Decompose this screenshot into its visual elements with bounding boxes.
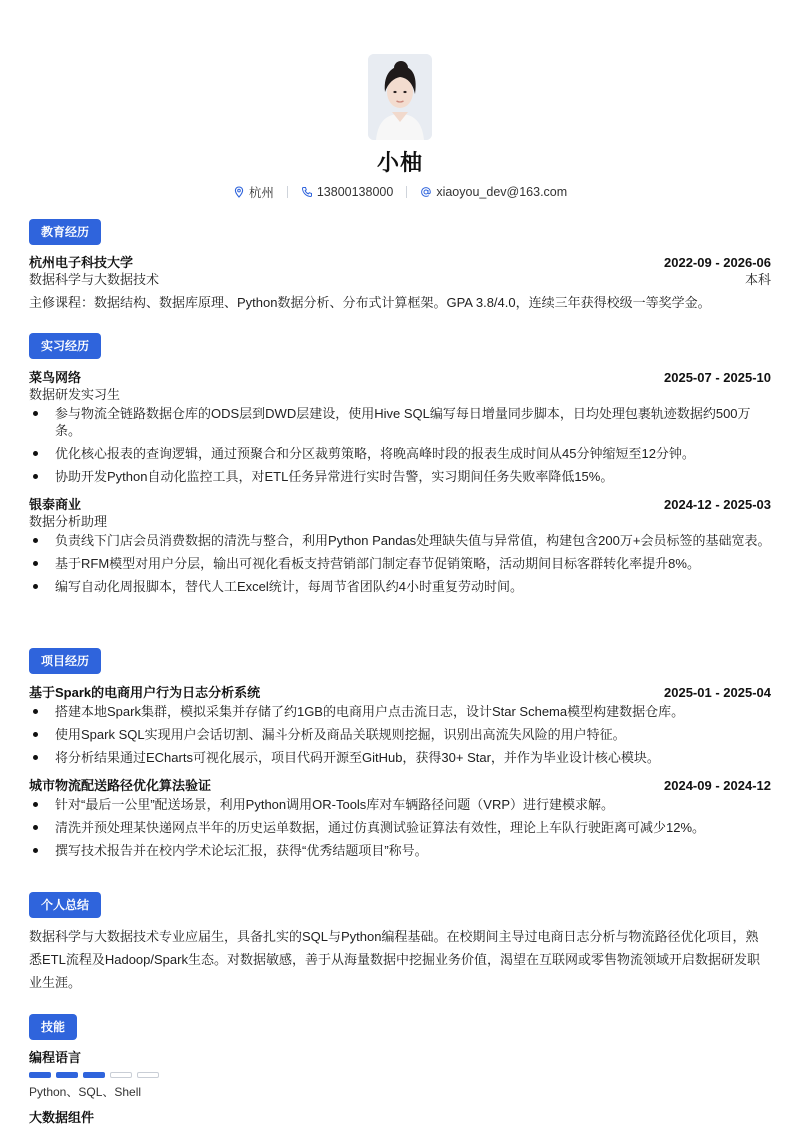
summary-text: 数据科学与大数据技术专业应届生，具备扎实的SQL与Python编程基础。在校期间主导过电商日志分析与物流路径优化项目，熟悉ETL流程及Hadoop/Spark生态。对数据敏感，善于从海量数据中挖掘业务价值，渴望在互联网或零售物流领域开启数据研发职业生涯。 (29, 929, 760, 990)
education-period: 2022-09 - 2026-06 (664, 255, 771, 270)
section-tag-skills: 技能 (29, 1014, 77, 1040)
contact-bar (0, 183, 800, 201)
skill-group-title: 编程语言 (29, 1050, 82, 1065)
project-header (29, 777, 771, 794)
section-tag-projects: 项目经历 (29, 648, 101, 674)
phone-icon (301, 186, 313, 198)
education-header (29, 254, 771, 271)
contact-phone (301, 185, 393, 199)
contact-email (420, 185, 567, 199)
candidate-name: 小柚 (376, 150, 423, 175)
school-name: 杭州电子科技大学 (29, 255, 134, 270)
internship-header (29, 496, 771, 513)
skill-level-segment (29, 1072, 51, 1078)
skill-group (29, 1049, 771, 1100)
projects-section (29, 648, 771, 865)
role-title: 数据分析助理 (29, 514, 108, 529)
project-bullets (29, 796, 771, 859)
education-subheader (29, 271, 771, 288)
list-item: 参与物流全链路数据仓库的ODS层到DWD层建设，使用Hive SQL编写每日增量同步脚本，日均处理包裹轨迹数据约500万条。 (29, 405, 771, 439)
internship-period: 2024-12 - 2025-03 (664, 497, 771, 512)
section-tag-education: 教育经历 (29, 219, 101, 245)
contact-location (233, 183, 274, 201)
internship-period: 2025-07 - 2025-10 (664, 370, 771, 385)
divider (287, 186, 288, 198)
skill-level-segment (56, 1072, 78, 1078)
education-description: 主修课程：数据结构、数据库原理、Python数据分析、分布式计算框架。GPA 3.8/4.0，连续三年获得校级一等奖学金。 (29, 295, 711, 310)
skill-level-segment (110, 1072, 132, 1078)
profile-photo (368, 54, 432, 140)
internship-role (29, 386, 771, 403)
list-item: 清洗并预处理某快递网点半年的历史运单数据，通过仿真测试验证算法有效性，理论上车队行驶距离可减少12%。 (29, 819, 771, 836)
list-item: 编写自动化周报脚本，替代人工Excel统计，每周节省团队约4小时重复劳动时间。 (29, 578, 771, 595)
summary-section (29, 892, 771, 994)
list-item: 针对“最后一公里”配送场景，利用Python调用OR-Tools库对车辆路径问题（VRP）进行建模求解。 (29, 796, 771, 813)
role-title: 数据研发实习生 (29, 387, 121, 402)
section-tag-internship: 实习经历 (29, 333, 101, 359)
internship-bullets (29, 532, 771, 595)
company-name: 菜鸟网络 (29, 370, 82, 385)
internship-bullets (29, 405, 771, 485)
list-item: 优化核心报表的查询逻辑，通过预聚合和分区裁剪策略，将晚高峰时段的报表生成时间从45分钟缩短至12分钟。 (29, 445, 771, 462)
divider (406, 186, 407, 198)
skill-level-bar (29, 1072, 771, 1078)
major: 数据科学与大数据技术 (29, 272, 160, 287)
project-name: 基于Spark的电商用户行为日志分析系统 (29, 685, 261, 700)
education-section (29, 219, 771, 312)
location-text: 杭州 (248, 186, 274, 200)
project-name: 城市物流配送路径优化算法验证 (29, 778, 212, 793)
at-sign-icon (420, 186, 432, 198)
skills-section (29, 1014, 771, 1126)
internship-section (29, 333, 771, 601)
project-period: 2024-09 - 2024-12 (664, 778, 771, 793)
skill-level-segment (137, 1072, 159, 1078)
phone-text[interactable]: 13800138000 (316, 185, 394, 199)
project-header (29, 684, 771, 701)
skill-group-title: 大数据组件 (29, 1110, 95, 1125)
skill-group (29, 1109, 771, 1126)
internship-role (29, 513, 771, 530)
list-item: 负责线下门店会员消费数据的清洗与整合，利用Python Pandas处理缺失值与异常值，构建包含200万+会员标签的基础宽表。 (29, 532, 771, 549)
list-item: 使用Spark SQL实现用户会话切割、漏斗分析及商品关联规则挖掘，识别出高流失风险的用户特征。 (29, 726, 771, 743)
list-item: 撰写技术报告并在校内学术论坛汇报，获得“优秀结题项目”称号。 (29, 842, 771, 859)
skill-items: Python、SQL、Shell (29, 1085, 142, 1099)
project-bullets (29, 703, 771, 766)
company-name: 银泰商业 (29, 497, 82, 512)
location-pin-icon (233, 186, 245, 198)
degree: 本科 (744, 272, 771, 287)
section-tag-summary: 个人总结 (29, 892, 101, 918)
avatar (368, 54, 432, 140)
list-item: 基于RFM模型对用户分层，输出可视化看板支持营销部门制定春节促销策略，活动期间目标客群转化率提升8%。 (29, 555, 771, 572)
list-item: 协助开发Python自动化监控工具，对ETL任务异常进行实时告警，实习期间任务失败率降低15%。 (29, 468, 771, 485)
project-period: 2025-01 - 2025-04 (664, 685, 771, 700)
internship-header (29, 369, 771, 386)
list-item: 搭建本地Spark集群，模拟采集并存储了约1GB的电商用户点击流日志，设计Star Schema模型构建数据仓库。 (29, 703, 771, 720)
skill-level-segment (83, 1072, 105, 1078)
list-item: 将分析结果通过ECharts可视化展示，项目代码开源至GitHub，获得30+ Star，并作为毕业设计核心模块。 (29, 749, 771, 766)
email-text[interactable]: xiaoyou_dev@163.com (436, 185, 568, 199)
